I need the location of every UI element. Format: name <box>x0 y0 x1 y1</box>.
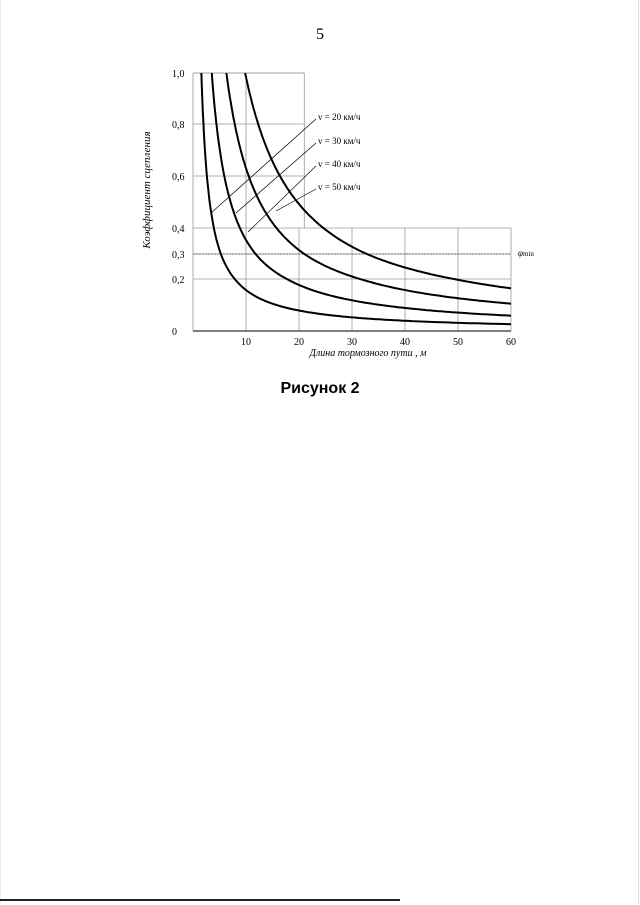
figure-caption: Рисунок 2 <box>280 380 360 397</box>
x-axis-title: Длина тормозного пути , м <box>309 348 427 359</box>
phi-min-label: φmin <box>518 248 534 258</box>
legend-leader-lines <box>211 119 316 232</box>
x-tick-label: 40 <box>400 337 410 348</box>
y-tick-label: 0,8 <box>172 120 185 131</box>
x-tick-label: 50 <box>453 337 463 348</box>
x-tick-labels <box>241 337 516 348</box>
y-tick-label: 1,0 <box>172 69 185 80</box>
y-tick-label: 0,3 <box>172 250 185 261</box>
y-tick-label: 0,6 <box>172 172 185 183</box>
legend-leader-line <box>211 119 316 213</box>
legend-label: v = 20 км/ч <box>318 112 361 122</box>
y-axis-title: Коэффициент сцепления <box>141 131 153 249</box>
legend-leader-line <box>276 189 316 211</box>
chart <box>0 0 640 380</box>
legend <box>318 112 361 192</box>
page-number: 5 <box>316 26 324 43</box>
y-tick-label: 0 <box>172 327 177 338</box>
x-tick-label: 10 <box>241 337 251 348</box>
series-curve <box>226 73 511 304</box>
x-tick-label: 60 <box>506 337 516 348</box>
series-curve <box>245 73 511 288</box>
data-curves <box>201 73 511 324</box>
y-tick-label: 0,2 <box>172 275 185 286</box>
y-tick-labels <box>172 69 185 338</box>
x-tick-label: 20 <box>294 337 304 348</box>
bottom-rule <box>0 899 400 901</box>
y-tick-label: 0,4 <box>172 224 185 235</box>
legend-label: v = 40 км/ч <box>318 159 361 169</box>
legend-label: v = 50 км/ч <box>318 182 361 192</box>
series-curve <box>201 73 511 324</box>
legend-label: v = 30 км/ч <box>318 136 361 146</box>
x-tick-label: 30 <box>347 337 357 348</box>
